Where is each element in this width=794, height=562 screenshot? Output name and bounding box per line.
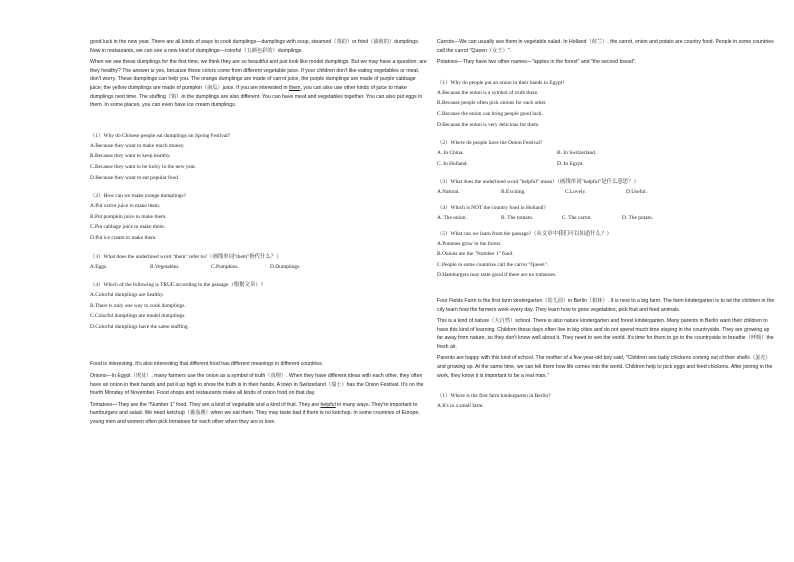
- question-block: [437, 229, 775, 281]
- option-c: C.Colorful dumplings are model dumplings.: [90, 313, 186, 320]
- option-c: C.Because they want to be lucky in the new year.: [90, 163, 197, 170]
- passage-paragraph: Onions—In Egypt（埃及）, many farmers use the onion as a symbol of truth（真理）. When they have different ideas with each other, they often have an onion in their hands and put it up high to show the truth is in their hands. A town in Switzerland（瑞士）has the Onion Festival. It's on the fourth Monday of November. Food shops and restaurants make all kinds of onion food on that day.: [90, 373, 424, 397]
- option-d: D. In Egypt.: [557, 160, 584, 167]
- option-c: C. In Holland.: [437, 160, 468, 167]
- option-row: [437, 213, 775, 224]
- question-block: [437, 138, 775, 169]
- option-row: [437, 148, 775, 159]
- question-block: [90, 131, 428, 183]
- passage-paragraph: When we see these dumplings for the first time, we think they are so beautiful and just look like model dumplings. But we may have a question: are they healthy? The answer is yes, because these colors come from different vegetable juice. If your children don't like eating vegetables or meat, don't worry. These dumplings can help you. The orange dumplings are made of carrot juice, the purple dumplings are made of purple cabbage juice; the yellow dumplings are made of pumpkin（南瓜）juice. If you are interested in them, you can also use other kinds of juice to make dumplings next time. The stuffing（馅）in the dumplings are also different. You can have meat and vegetables together. You can also put eggs in them. In some places, you can even have ice cream dumplings.: [90, 59, 427, 109]
- passage-paragraph: good luck in the new year. There are all kinds of ways to cook dumplings—dumplings with soup, steamed（蒸的）or fried（油煎的）dumplings. Now in restaurants, we can see a new kind of dumplings—colorful（五颜色彩的）dumplings.: [90, 39, 420, 54]
- option-d: D.Because the onion is very delicious for them.: [437, 121, 540, 128]
- question-block: [437, 177, 775, 198]
- option-d: D. The potato.: [622, 214, 654, 221]
- option-d: D.Put ice cream to make them.: [90, 234, 157, 241]
- option-d: D.Hamburgers may taste good if there are no tomatoes.: [437, 272, 557, 279]
- option-b: B.Exciting.: [501, 189, 526, 196]
- option-c: C.People in some countries call the carrot "Queen".: [437, 261, 549, 268]
- question-block: [90, 280, 428, 332]
- question-stem: （1）Where is the first farm kindergarten in Berlin?: [437, 393, 551, 400]
- option-a: A.Potatoes grow in the forest.: [437, 240, 502, 247]
- underlined-word: them: [288, 84, 301, 91]
- question-stem: （4）Which of the following is TRUE according to the passage（根据文章）?: [90, 282, 264, 289]
- option-a: A.Colorful dumplings are healthy.: [90, 292, 164, 299]
- passage-paragraph: Four Fields Farm is the first farm kindergarten（幼儿园）in Berlin（柏林）. It is next to a big farm. The farm kindergarten is to let the children in the city learn how the farmers work every day. They learn how to grow vegetables, pick fruit and feed animals.: [437, 297, 775, 313]
- option-a: A.It's in a small farm.: [437, 403, 484, 410]
- option-b: B.Because they want to keep healthy.: [90, 153, 171, 160]
- option-c: C. The carrot.: [562, 214, 592, 221]
- option-a: A.Put carrot juice to make them.: [90, 203, 161, 210]
- passage-paragraph: Parents are happy with this kind of school. The mother of a five-year-old boy said, "Children see baby chickens coming out of their shells（蛋壳）and growing up. At the same time, we can tell them how life comes into the world. Children help to pick eggs and feed chickens. After joining in the work, they know it is important to be a real man.": [437, 355, 773, 379]
- passage-paragraph: Tomatoes—They are the "Number 1" food. They are a kind of vegetable and a kind of fruit. They are helpful in many ways. They're important to hamburgers and salad. We need ketchup（番茄酱）when we eat them. They may taste bad if there is no ketchup. In some countries of Europe, young men and women often pick tomatoes for each other when they are in love.: [90, 401, 420, 426]
- right-column: [437, 38, 775, 412]
- question-block: [437, 78, 775, 130]
- passage-paragraph: Potatoes—They have two other names—"apples in the forest" and "the second bread".: [437, 59, 637, 66]
- option-b: B.Put pumpkin juice to make them.: [90, 213, 167, 220]
- option-d: D.Colorful dumplings have the same stuffing.: [90, 323, 189, 330]
- question-stem: （1）Why do Chinese people eat dumplings on Spring Festival?: [90, 132, 231, 139]
- option-d: D.Useful.: [626, 189, 647, 196]
- question-stem: （4）Which is NOT the country food in Holland?: [437, 204, 546, 211]
- option-c: C.Lovely.: [565, 189, 587, 196]
- question-stem: （3）What does the underlined word "them" refer to?（画线单词"them"指代什么？）: [90, 253, 282, 260]
- question-stem: （2）How can we make orange dumplings?: [90, 193, 186, 200]
- option-b: B.There is only one way to cook dumplings.: [90, 302, 186, 309]
- option-b: B.Because people often pick onions for each other.: [437, 100, 547, 107]
- option-row: [90, 262, 428, 273]
- option-row: [437, 159, 775, 170]
- underlined-word: helpful: [320, 401, 336, 408]
- question-block: [90, 252, 428, 273]
- question-stem: （1）Why do people put an onion in their hands in Egypt?: [437, 79, 565, 86]
- question-stem: （3）What does the underlined word "helpful" mean?（画线单词"helpful"是什么意思？）: [437, 179, 639, 186]
- option-d: D.Dumplings.: [270, 263, 301, 270]
- left-column: [90, 38, 428, 430]
- option-a: A.Because they want to make much money.: [90, 142, 185, 149]
- question-stem: （5）What can we learn from the passage?（从文章中我们可以知道什么？）: [437, 230, 612, 237]
- option-c: C.Because the onion can bring people good luck.: [437, 110, 543, 117]
- passage-paragraph: Carrots—We can usually see them in vegetable salad. In Holland（荷兰）, the carrot, onion and potato are country food. People in some countries call the carrot "Queen（女王）".: [437, 39, 774, 54]
- option-c: C.Pumpkins.: [211, 263, 239, 270]
- option-b: B.Onions are the "Number 1" food.: [437, 251, 514, 258]
- question-block: [90, 191, 428, 243]
- option-a: A.Natural.: [437, 189, 460, 196]
- option-d: D.Because they want to eat popular food.: [90, 174, 180, 181]
- question-block: [437, 391, 775, 412]
- option-a: A. The onion.: [437, 214, 467, 221]
- question-stem: （2）Where do people have the Onion Festival?: [437, 140, 543, 147]
- option-b: B. The tomato.: [501, 214, 534, 221]
- passage-paragraph: This is a kind of nature（大自然）school. There is also nature kindergarten and forest kindergarten. Many parents in Berlin want their children to have this kind of learning. Children these days often live in big cities and do not spend much time staying in the countryside. They are growing up far away from nature, so they don't know well about it. They need to see the world. It's time for them to go to the countryside to breathe（呼吸）the fresh air.: [437, 318, 774, 350]
- question-block: [437, 203, 775, 224]
- option-row: [437, 187, 775, 198]
- option-c: C.Put cabbage juice to make them.: [90, 224, 165, 231]
- passage-paragraph: Food is interesting. It's also interesting that different food has different meanings in different countries.: [90, 361, 324, 368]
- option-b: B. In Switzerland.: [557, 150, 597, 157]
- option-b: B.Vegetables.: [150, 263, 180, 270]
- option-a: A. In China.: [437, 150, 464, 157]
- option-a: A.Because the onion is a symbol of truth there.: [437, 89, 539, 96]
- option-a: A.Eggs.: [90, 263, 108, 270]
